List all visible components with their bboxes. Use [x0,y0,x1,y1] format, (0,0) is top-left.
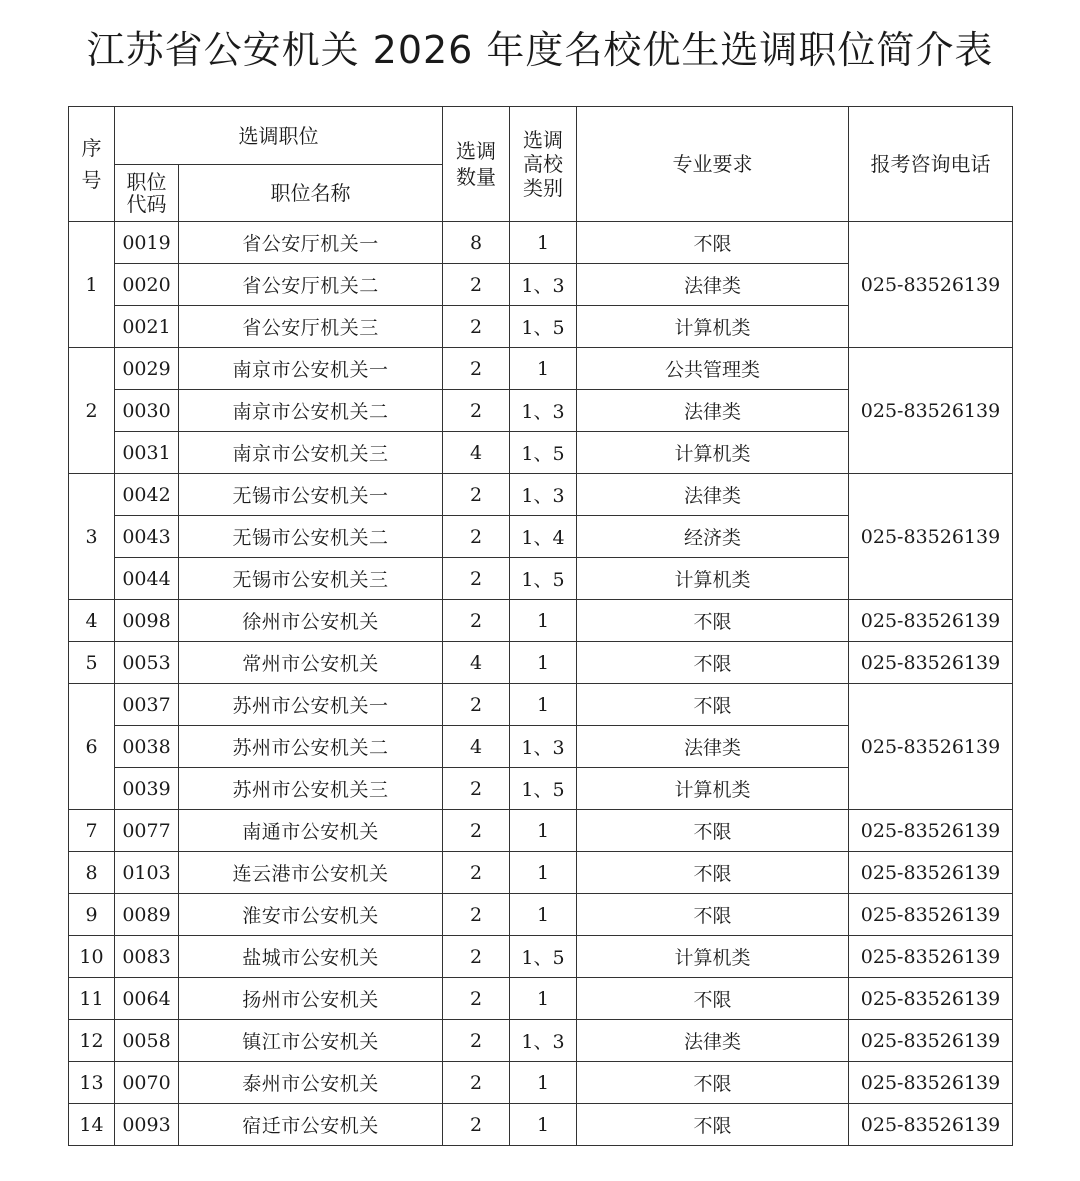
count-cell: 2 [443,1020,510,1062]
seq-cell: 5 [69,642,115,684]
name-cell: 连云港市公安机关 [179,852,443,894]
code-cell: 0070 [115,1062,179,1104]
category-cell: 1 [510,348,577,390]
table-row [69,642,1013,684]
count-cell: 2 [443,852,510,894]
phone-cell: 025-83526139 [849,1062,1013,1104]
count-cell: 8 [443,222,510,264]
name-cell: 无锡市公安机关一 [179,474,443,516]
code-cell: 0037 [115,684,179,726]
code-cell: 0058 [115,1020,179,1062]
seq-cell: 12 [69,1020,115,1062]
code-cell: 0053 [115,642,179,684]
name-cell: 徐州市公安机关 [179,600,443,642]
seq-cell: 1 [69,222,115,348]
seq-cell: 2 [69,348,115,474]
seq-cell: 11 [69,978,115,1020]
category-cell: 1、3 [510,474,577,516]
category-cell: 1 [510,642,577,684]
name-cell: 南京市公安机关三 [179,432,443,474]
header-code-line2: 代码 [126,192,167,216]
seq-cell: 10 [69,936,115,978]
phone-cell: 025-83526139 [849,1104,1013,1146]
seq-cell: 9 [69,894,115,936]
count-cell: 2 [443,978,510,1020]
seq-cell: 3 [69,474,115,600]
name-cell: 省公安厅机关一 [179,222,443,264]
count-cell: 2 [443,768,510,810]
category-cell: 1、4 [510,516,577,558]
code-cell: 0029 [115,348,179,390]
count-cell: 4 [443,726,510,768]
count-cell: 2 [443,306,510,348]
count-cell: 4 [443,642,510,684]
phone-cell: 025-83526139 [849,1020,1013,1062]
phone-cell: 025-83526139 [849,810,1013,852]
major-cell: 不限 [577,894,849,936]
table-row [69,978,1013,1020]
count-cell: 4 [443,432,510,474]
header-seq-line1: 序 [81,136,102,160]
name-cell: 宿迁市公安机关 [179,1104,443,1146]
name-cell: 苏州市公安机关三 [179,768,443,810]
name-cell: 省公安厅机关二 [179,264,443,306]
count-cell: 2 [443,474,510,516]
name-cell: 省公安厅机关三 [179,306,443,348]
code-cell: 0077 [115,810,179,852]
header-phone: 报考咨询电话 [849,107,1013,222]
major-cell: 不限 [577,978,849,1020]
table-row [69,1104,1013,1146]
header-seq [69,107,115,222]
name-cell: 苏州市公安机关二 [179,726,443,768]
name-cell: 镇江市公安机关 [179,1020,443,1062]
code-cell: 0021 [115,306,179,348]
category-cell: 1 [510,1104,577,1146]
category-cell: 1、5 [510,768,577,810]
major-cell: 不限 [577,810,849,852]
table-header [69,107,1013,222]
name-cell: 南京市公安机关一 [179,348,443,390]
name-cell: 盐城市公安机关 [179,936,443,978]
phone-cell: 025-83526139 [849,600,1013,642]
count-cell: 2 [443,684,510,726]
code-cell: 0043 [115,516,179,558]
name-cell: 南京市公安机关二 [179,390,443,432]
category-cell: 1、3 [510,726,577,768]
category-cell: 1 [510,600,577,642]
header-category-line1: 选调 [523,128,563,152]
table-row [69,936,1013,978]
major-cell: 法律类 [577,474,849,516]
major-cell: 经济类 [577,516,849,558]
category-cell: 1 [510,978,577,1020]
header-seq-line2: 号 [81,168,102,192]
phone-cell: 025-83526139 [849,936,1013,978]
table-row [69,1062,1013,1104]
count-cell: 2 [443,558,510,600]
category-cell: 1、3 [510,1020,577,1062]
count-cell: 2 [443,894,510,936]
count-cell: 2 [443,936,510,978]
header-code-line1: 职位 [126,170,167,194]
table-body [69,222,1013,1146]
major-cell: 法律类 [577,1020,849,1062]
page-title: 江苏省公安机关 2026 年度名校优生选调职位简介表 [86,28,994,72]
code-cell: 0064 [115,978,179,1020]
name-cell: 常州市公安机关 [179,642,443,684]
category-cell: 1 [510,1062,577,1104]
seq-cell: 4 [69,600,115,642]
seq-cell: 14 [69,1104,115,1146]
code-cell: 0083 [115,936,179,978]
count-cell: 2 [443,600,510,642]
header-position: 选调职位 [115,107,443,165]
table-row [69,894,1013,936]
name-cell: 泰州市公安机关 [179,1062,443,1104]
seq-cell: 7 [69,810,115,852]
name-cell: 扬州市公安机关 [179,978,443,1020]
category-cell: 1、5 [510,432,577,474]
code-cell: 0093 [115,1104,179,1146]
category-cell: 1、3 [510,390,577,432]
count-cell: 2 [443,1062,510,1104]
category-cell: 1 [510,810,577,852]
count-cell: 2 [443,516,510,558]
category-cell: 1 [510,894,577,936]
major-cell: 法律类 [577,390,849,432]
code-cell: 0030 [115,390,179,432]
table-row [69,348,1013,390]
major-cell: 法律类 [577,726,849,768]
table-row [69,684,1013,726]
header-name: 职位名称 [179,165,443,222]
phone-cell: 025-83526139 [849,474,1013,600]
code-cell: 0020 [115,264,179,306]
code-cell: 0038 [115,726,179,768]
count-cell: 2 [443,810,510,852]
phone-cell: 025-83526139 [849,222,1013,348]
category-cell: 1 [510,684,577,726]
phone-cell: 025-83526139 [849,348,1013,474]
major-cell: 不限 [577,222,849,264]
major-cell: 计算机类 [577,432,849,474]
code-cell: 0044 [115,558,179,600]
major-cell: 不限 [577,1104,849,1146]
code-cell: 0098 [115,600,179,642]
category-cell: 1、5 [510,936,577,978]
major-cell: 公共管理类 [577,348,849,390]
header-count [443,107,510,222]
count-cell: 2 [443,1104,510,1146]
positions-table [68,106,1013,1146]
table-row [69,222,1013,264]
major-cell: 计算机类 [577,558,849,600]
phone-cell: 025-83526139 [849,894,1013,936]
code-cell: 0103 [115,852,179,894]
name-cell: 南通市公安机关 [179,810,443,852]
count-cell: 2 [443,390,510,432]
seq-cell: 8 [69,852,115,894]
seq-cell: 6 [69,684,115,810]
header-count-line2: 数量 [456,165,496,189]
seq-cell: 13 [69,1062,115,1104]
count-cell: 2 [443,348,510,390]
category-cell: 1、3 [510,264,577,306]
header-code [115,165,179,222]
major-cell: 计算机类 [577,768,849,810]
major-cell: 不限 [577,642,849,684]
code-cell: 0089 [115,894,179,936]
table-row [69,474,1013,516]
header-category-line3: 类别 [523,176,563,200]
table-row [69,1020,1013,1062]
header-count-line1: 选调 [456,139,496,163]
header-category-line2: 高校 [523,152,563,176]
count-cell: 2 [443,264,510,306]
major-cell: 不限 [577,600,849,642]
phone-cell: 025-83526139 [849,642,1013,684]
header-major: 专业要求 [577,107,849,222]
major-cell: 计算机类 [577,936,849,978]
major-cell: 不限 [577,852,849,894]
major-cell: 不限 [577,684,849,726]
code-cell: 0019 [115,222,179,264]
code-cell: 0042 [115,474,179,516]
category-cell: 1 [510,222,577,264]
major-cell: 法律类 [577,264,849,306]
table-row [69,810,1013,852]
category-cell: 1 [510,852,577,894]
phone-cell: 025-83526139 [849,978,1013,1020]
table-row [69,852,1013,894]
major-cell: 不限 [577,1062,849,1104]
category-cell: 1、5 [510,558,577,600]
phone-cell: 025-83526139 [849,852,1013,894]
code-cell: 0031 [115,432,179,474]
name-cell: 无锡市公安机关二 [179,516,443,558]
name-cell: 无锡市公安机关三 [179,558,443,600]
name-cell: 苏州市公安机关一 [179,684,443,726]
category-cell: 1、5 [510,306,577,348]
code-cell: 0039 [115,768,179,810]
major-cell: 计算机类 [577,306,849,348]
name-cell: 淮安市公安机关 [179,894,443,936]
header-category [510,107,577,222]
phone-cell: 025-83526139 [849,684,1013,810]
table-row [69,600,1013,642]
